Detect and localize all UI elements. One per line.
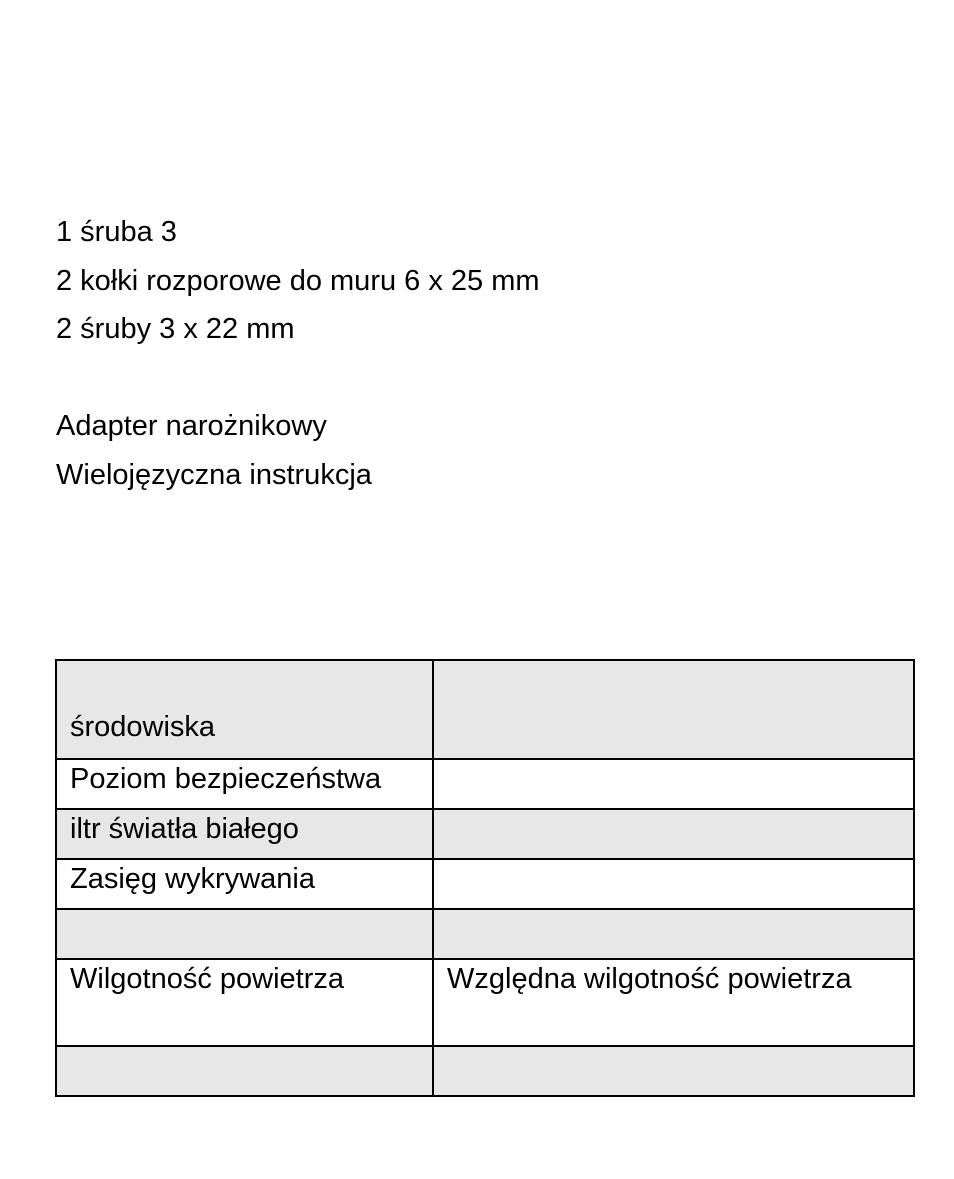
table-row [56, 909, 914, 959]
table-row [56, 809, 914, 859]
table-cell: Zasięg wykrywania [56, 859, 433, 909]
table-cell [56, 909, 433, 959]
table-cell: środowiska [56, 660, 433, 759]
table-cell: iltr światła białego [56, 809, 433, 859]
table-cell: Poziom bezpieczeństwa [56, 759, 433, 809]
table-cell [433, 1046, 914, 1096]
table-cell: Wilgotność powietrza [56, 959, 433, 1046]
list-item: 1 śruba 3 [56, 216, 177, 248]
table-cell: Względna wilgotność powietrza [433, 959, 914, 1046]
table-cell [433, 809, 914, 859]
table-cell [433, 759, 914, 809]
table-cell [433, 660, 914, 759]
list-item: Wielojęzyczna instrukcja [56, 458, 372, 491]
table-row [56, 959, 914, 1046]
list-item: Adapter narożnikowy [56, 410, 327, 442]
table-cell [433, 909, 914, 959]
package-contents-list [56, 208, 540, 499]
list-item: 2 śruby 3 x 22 mm [56, 313, 295, 345]
spec-table [55, 659, 915, 1097]
list-spacer [56, 354, 540, 403]
table-row [56, 759, 914, 809]
table-row [56, 1046, 914, 1096]
table-cell [433, 859, 914, 909]
table-row [56, 660, 914, 759]
list-item: 2 kołki rozporowe do muru 6 x 25 mm [56, 264, 540, 297]
table-cell [56, 1046, 433, 1096]
table-row [56, 859, 914, 909]
